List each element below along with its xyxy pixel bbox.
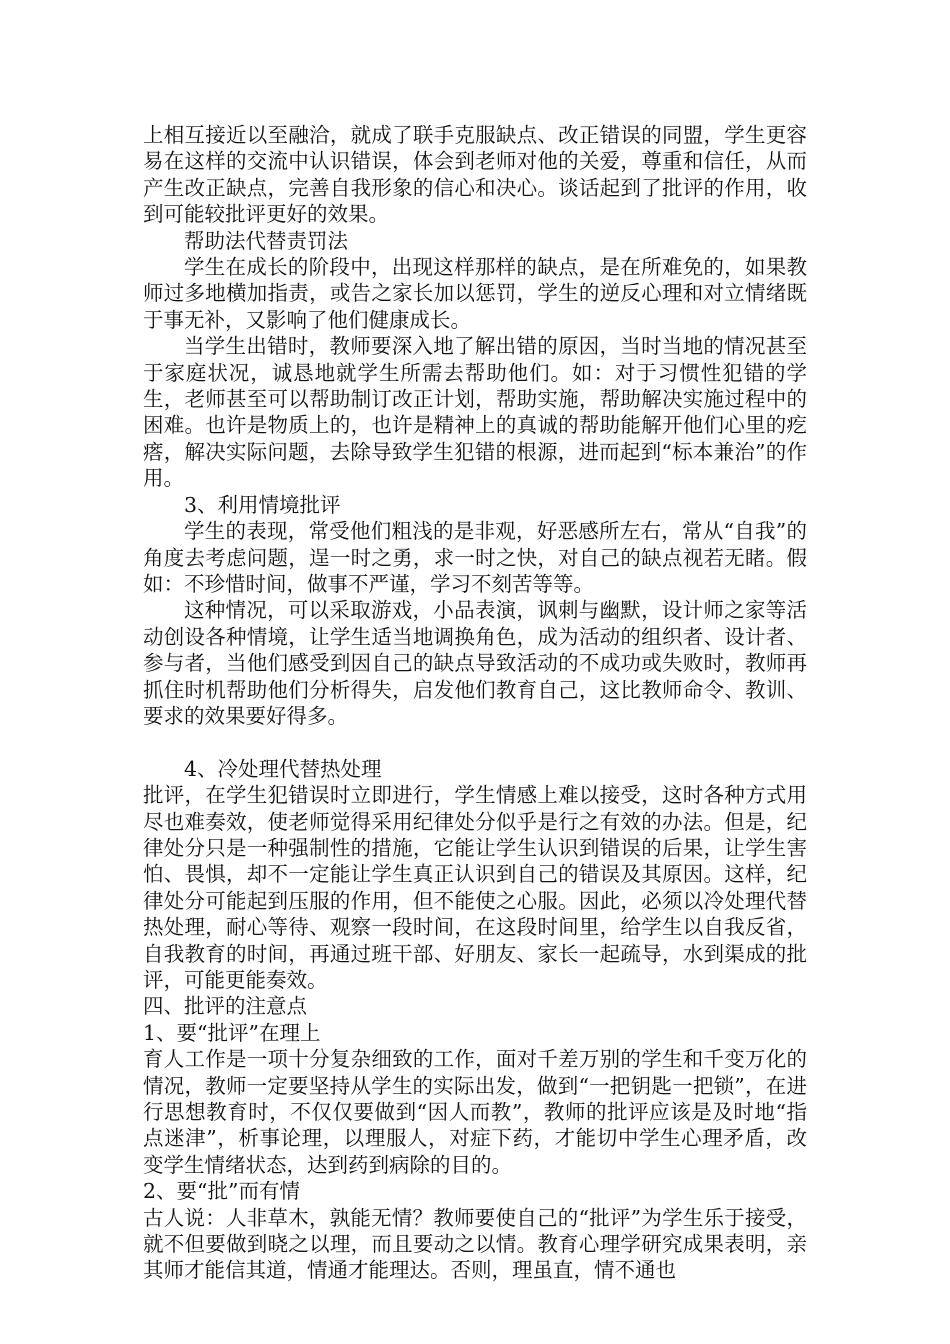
paragraph-cold-handling: 批评，在学生犯错误时立即进行，学生情感上难以接受，这时各种方式用尽也难奏效，使老师觉得采用纪律处分似乎是行之有效的办法。但是，纪律处分只是一种强制性的措施，它能让学生认识到错误的后果，让学生害怕、畏惧，却不一定能让学生真正认识到自己的错误及其原因。这样，纪律处分可能起到压服的作用，但不能使之心服。因此，必须以冷处理代替热处理，耐心等待、观察一段时间，在这段时间里，给学生以自我反省，自我教育的时间，再通过班干部、好朋友、家长一起疏导，水到渠成的批评，可能更能奏效。 bbox=[143, 783, 807, 992]
paragraph-activity-scenarios: 这种情况，可以采取游戏，小品表演，讽刺与幽默，设计师之家等活动创设各种情境，让学生适当地调换角色，成为活动的组织者、设计者、参与者，当他们感受到因自己的缺点导致活动的不成功或失败时，教师再抓住时机帮助他们分析得失，启发他们教育自己，这比教师命令、教训、要求的效果要好得多。 bbox=[143, 598, 807, 728]
document-page bbox=[143, 122, 807, 1284]
heading-cold-handling: 4、冷处理代替热处理 bbox=[184, 756, 382, 781]
heading-help-method: 帮助法代替责罚法 bbox=[184, 228, 348, 253]
paragraph-reasoned-criticism: 育人工作是一项十分复杂细致的工作，面对千差万别的学生和千变万化的情况，教师一定要坚持从学生的实际出发，做到“一把钥匙一把锁”，在进行思想教育时，不仅仅要做到“因人而教”，教师的批评应该是及时地“指点迷津”，析事论理，以理服人，对症下药，才能切中学生心理矛盾，改变学生情绪状态，达到药到病除的目的。 bbox=[143, 1047, 807, 1177]
paragraph-student-behavior: 学生的表现，常受他们粗浅的是非观，好恶感所左右，常从“自我”的角度去考虑问题，逞一时之勇，求一时之快，对自己的缺点视若无睹。假如：不珍惜时间，做事不严谨，学习不刻苦等等。 bbox=[143, 519, 807, 596]
blank-line bbox=[143, 729, 807, 755]
paragraph-growth-stage: 学生在成长的阶段中，出现这样那样的缺点，是在所难免的，如果教师过多地横加指责，或告之家长加以惩罚，学生的逆反心理和对立情绪既于事无补，又影响了他们健康成长。 bbox=[143, 255, 807, 332]
heading-criticism-with-feeling: 2、要“批”而有情 bbox=[143, 1179, 301, 1204]
paragraph-criticism-with-feeling: 古人说：人非草木，孰能无情？教师要使自己的“批评”为学生乐于接受，就不但要做到晓之以理，而且要动之以情。教育心理学研究成果表明，亲其师才能信其道，情通才能理达。否则，理虽直，情不通也 bbox=[143, 1205, 807, 1283]
paragraph-when-mistakes: 当学生出错时，教师要深入地了解出错的原因，当时当地的情况甚至于家庭状况，诚恳地就学生所需去帮助他们。如：对于习惯性犯错的学生，老师甚至可以帮助制订改正计划，帮助实施，帮助解决实施过程中的困难。也许是物质上的，也许是精神上的真诚的帮助能解开他们心里的疙瘩，解决实际问题，去除导致学生犯错的根源，进而起到“标本兼治”的作用。 bbox=[143, 334, 807, 491]
heading-reasoned-criticism: 1、要“批评”在理上 bbox=[143, 1020, 321, 1045]
paragraph-intro-continuation: 上相互接近以至融洽，就成了联手克服缺点、改正错误的同盟，学生更容易在这样的交流中认识错误，体会到老师对他的关爱，尊重和信任，从而产生改正缺点，完善自我形象的信心和决心。谈话起到了批评的作用，收到可能较批评更好的效果。 bbox=[143, 123, 807, 227]
heading-situational-criticism: 3、利用情境批评 bbox=[184, 492, 341, 517]
heading-section-four: 四、批评的注意点 bbox=[143, 994, 307, 1019]
